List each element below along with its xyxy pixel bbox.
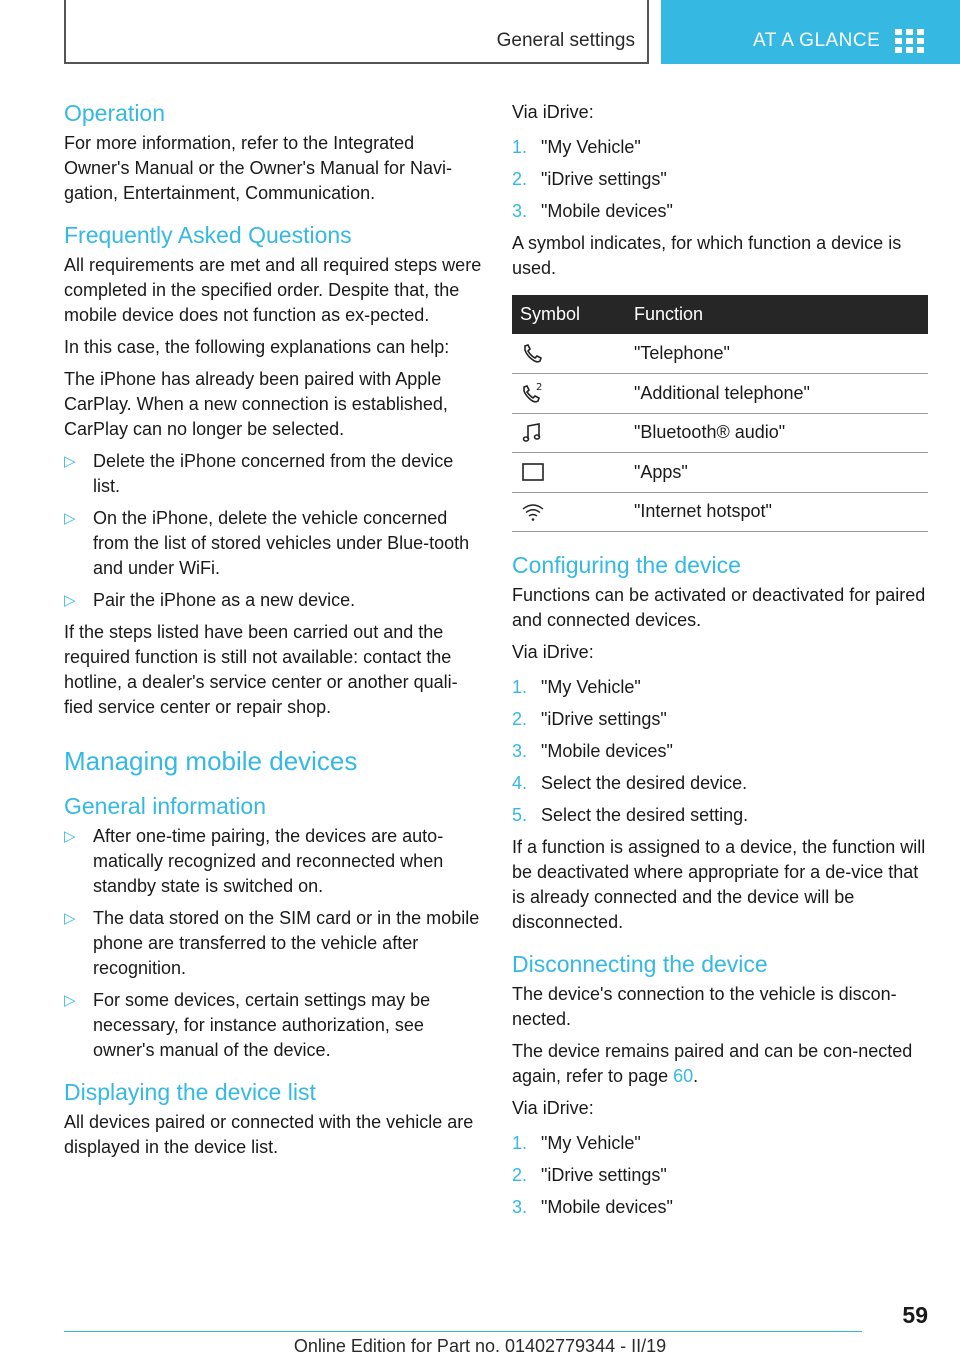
function-cell: "Telephone" xyxy=(626,334,928,374)
table-row xyxy=(512,374,928,414)
grid-icon xyxy=(895,29,925,53)
svg-text:2: 2 xyxy=(536,382,543,394)
device-list-heading: Displaying the device list xyxy=(64,1079,316,1105)
music-note-icon xyxy=(520,421,544,445)
triangle-bullet-icon: ▷ xyxy=(64,992,76,1009)
managing-heading: Managing mobile devices xyxy=(64,746,358,776)
device-list-text: All devices paired or connected with the vehicle are displayed in the device list. xyxy=(64,1112,474,1157)
function-cell: "Bluetooth® audio" xyxy=(626,413,928,453)
list-item: 1. "My Vehicle" xyxy=(512,137,641,157)
function-cell: "Apps" xyxy=(626,453,928,493)
list-item: 3. "Mobile devices" xyxy=(512,741,673,761)
symbol-table xyxy=(512,295,928,532)
list-item: ▷ Delete the iPhone concerned from the device list. xyxy=(64,451,454,496)
table-row xyxy=(512,453,928,493)
operation-heading: Operation xyxy=(64,100,166,126)
list-item: ▷ The data stored on the SIM card or in the mobile phone are transferred to the vehicle after recognition. xyxy=(64,908,480,978)
disconnecting-text-2: The device remains paired and can be con-nected again, refer to page 60. xyxy=(512,1041,913,1086)
via-idrive-label: Via iDrive: xyxy=(512,1098,594,1118)
faq-paragraph-3: The iPhone has already been paired with Apple CarPlay. When a new connection is established, CarPlay can no longer be selected. xyxy=(64,369,448,439)
footer-divider xyxy=(64,1331,862,1332)
disconnecting-heading: Disconnecting the device xyxy=(512,951,768,977)
general-info-heading: General information xyxy=(64,793,266,819)
list-item: 2. "iDrive settings" xyxy=(512,169,667,189)
via-idrive-label: Via iDrive: xyxy=(512,642,594,662)
triangle-bullet-icon: ▷ xyxy=(64,910,76,927)
list-item: ▷ After one-time pairing, the devices are auto-matically recognized and reconnected when standby state is switched on. xyxy=(64,826,444,896)
faq-heading: Frequently Asked Questions xyxy=(64,222,352,248)
page-number: 59 xyxy=(902,1302,928,1328)
header-section-box xyxy=(64,0,649,64)
triangle-bullet-icon: ▷ xyxy=(64,592,76,609)
list-item: 2. "iDrive settings" xyxy=(512,1165,667,1185)
triangle-bullet-icon: ▷ xyxy=(64,453,76,470)
section-title: General settings xyxy=(496,30,635,51)
list-item: 3. "Mobile devices" xyxy=(512,1197,673,1217)
table-row xyxy=(512,334,928,374)
faq-paragraph-2: In this case, the following explanations can help: xyxy=(64,337,450,357)
table-row xyxy=(512,492,928,532)
additional-telephone-icon xyxy=(520,381,546,405)
column-header-function: Function xyxy=(626,295,928,334)
list-item: ▷ For some devices, certain settings may be necessary, for instance authorization, see owner's manual of the device. xyxy=(64,990,431,1060)
steps-list-1 xyxy=(512,135,928,224)
operation-text: For more information, refer to the Integrated Owner's Manual or the Owner's Manual for Navi-gation, Entertainment, Communication. xyxy=(64,133,453,203)
list-item: 1. "My Vehicle" xyxy=(512,677,641,697)
edition-footer: Online Edition for Part no. 01402779344 - II/19 xyxy=(293,1336,667,1356)
configuring-text: Functions can be activated or deactivated for paired and connected devices. xyxy=(512,585,926,630)
via-idrive-label: Via iDrive: xyxy=(512,102,594,122)
steps-list-3 xyxy=(512,1131,928,1220)
configuring-heading: Configuring the device xyxy=(512,552,741,578)
steps-list-2 xyxy=(512,675,928,828)
telephone-icon xyxy=(520,342,544,366)
right-column xyxy=(512,100,928,1227)
triangle-bullet-icon: ▷ xyxy=(64,828,76,845)
apps-icon xyxy=(520,460,546,484)
table-header-row xyxy=(512,295,928,334)
faq-bullet-list xyxy=(64,449,484,613)
function-cell: "Internet hotspot" xyxy=(626,492,928,532)
function-cell: "Additional telephone" xyxy=(626,374,928,414)
faq-paragraph-4: If the steps listed have been carried out and the required function is still not available: contact the hotline, a dealer's service center or another quali-fied service center or repair shop. xyxy=(64,622,458,717)
list-item: 1. "My Vehicle" xyxy=(512,1133,641,1153)
configuring-note: If a function is assigned to a device, the function will be deactivated where appropriate for a de-vice that is already connected and the device will be disconnected. xyxy=(512,837,926,932)
list-item: 5. Select the desired setting. xyxy=(512,805,749,825)
header-chapter-box xyxy=(661,0,960,64)
page-reference-link[interactable]: 60 xyxy=(673,1066,694,1086)
triangle-bullet-icon: ▷ xyxy=(64,510,76,527)
disconnecting-text-1: The device's connection to the vehicle is discon-nected. xyxy=(512,984,897,1029)
table-row xyxy=(512,413,928,453)
list-item: 4. Select the desired device. xyxy=(512,773,748,793)
column-header-symbol: Symbol xyxy=(512,295,626,334)
chapter-title: AT A GLANCE xyxy=(753,30,881,51)
faq-paragraph-1: All requirements are met and all required steps were completed in the specified order. Despite that, the mobile device does not function as ex-pected. xyxy=(64,255,482,325)
symbol-intro-text: A symbol indicates, for which function a device is used. xyxy=(512,233,902,278)
wifi-icon xyxy=(520,500,546,524)
list-item: ▷ On the iPhone, delete the vehicle concerned from the list of stored vehicles under Blue-tooth and under WiFi. xyxy=(64,508,470,578)
general-bullet-list xyxy=(64,824,484,1063)
left-column xyxy=(64,100,484,1167)
list-item: 3. "Mobile devices" xyxy=(512,201,673,221)
list-item: ▷ Pair the iPhone as a new device. xyxy=(64,588,484,613)
list-item: 2. "iDrive settings" xyxy=(512,709,667,729)
